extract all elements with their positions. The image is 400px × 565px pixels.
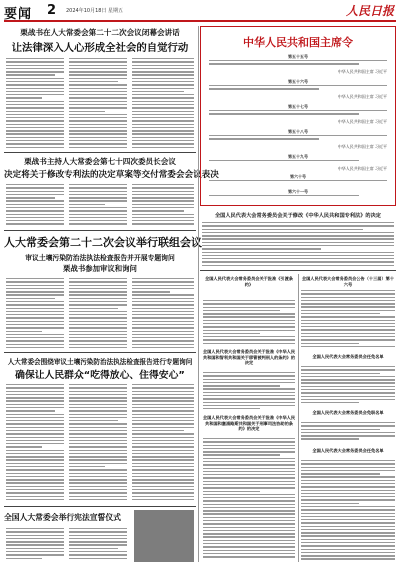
divider bbox=[4, 230, 196, 231]
story5-headline: 全国人大常委会举行宪法宣誓仪式 bbox=[4, 513, 121, 522]
story3-subhead-2: 栗战书参加审议和询问 bbox=[63, 264, 137, 273]
story1-body-col1 bbox=[6, 58, 64, 150]
masthead bbox=[4, 2, 396, 22]
presidential-order-box bbox=[200, 26, 396, 206]
order-signature: 中华人民共和国主席 习近平 bbox=[337, 119, 387, 124]
order-signature: 中华人民共和国主席 习近平 bbox=[337, 69, 387, 74]
newspaper-logo: 人民日报 bbox=[345, 4, 394, 18]
order-signature: 中华人民共和国主席 习近平 bbox=[337, 94, 387, 99]
notice-headline: 全国人民代表大会常务委员会关于批准《中华人民共和国和塞浦路斯共和国关于刑事司法协助的条约》的决定 bbox=[202, 415, 296, 432]
notice-headline: 全国人民代表大会常务委员会免职名单 bbox=[312, 410, 384, 415]
divider bbox=[4, 506, 196, 507]
order-text bbox=[209, 195, 387, 201]
order-number: 第五十九号 bbox=[288, 154, 308, 159]
order-signature: 中华人民共和国主席 习近平 bbox=[337, 144, 387, 149]
subcolumn-divider bbox=[298, 274, 299, 562]
story3-subhead: 审议土壤污染防治法执法检查报告并开展专题询问 bbox=[25, 254, 175, 262]
order-number: 第六十一号 bbox=[288, 189, 308, 194]
story1-headline: 让法律深入人心形成全社会的自觉行动 bbox=[11, 42, 189, 54]
story1-body-col3 bbox=[132, 58, 194, 150]
decision-headline: 全国人民代表大会常务委员会关于修改《中华人民共和国专利法》的决定 bbox=[214, 213, 381, 219]
order-text bbox=[209, 60, 387, 69]
notice-text bbox=[301, 422, 395, 444]
story2-body-col2 bbox=[69, 184, 127, 228]
notice-headline: 全国人民代表大会常务委员会关于批准《引渡条约》 bbox=[205, 276, 293, 287]
notice-text bbox=[203, 438, 295, 562]
story2-body-col3 bbox=[132, 184, 194, 228]
order-text bbox=[209, 135, 387, 144]
story4-body-col2 bbox=[69, 384, 127, 504]
story1-body-col2 bbox=[69, 58, 127, 150]
notice-headline: 全国人民代表大会常务委员会公告（十三届）第十六号 bbox=[301, 276, 395, 287]
decision-text bbox=[202, 222, 394, 268]
order-number: 第五十七号 bbox=[288, 104, 308, 109]
order-text bbox=[209, 180, 387, 186]
divider bbox=[4, 152, 196, 153]
notice-text bbox=[203, 300, 295, 346]
divider bbox=[200, 270, 396, 271]
order-text bbox=[209, 85, 387, 94]
notice-text bbox=[301, 290, 395, 350]
order-number: 第六十号 bbox=[290, 174, 306, 179]
order-box-title: 中华人民共和国主席令 bbox=[243, 36, 353, 49]
order-number: 第五十八号 bbox=[288, 129, 308, 134]
story3-body-col3 bbox=[132, 278, 194, 350]
notice-text bbox=[301, 366, 395, 406]
story3-body-col1 bbox=[6, 278, 64, 350]
story4-headline: 确保让人民群众“吃得放心、住得安心” bbox=[15, 370, 185, 381]
story4-kicker: 人大常委会围绕审议土壤污染防治法执法检查报告进行专题询问 bbox=[7, 358, 193, 366]
story2-kicker: 栗战书主持人大常委会第七十四次委员长会议 bbox=[24, 157, 176, 166]
page-number: 2 bbox=[47, 3, 57, 18]
story3-headline: 人大常委会第二十二次会议举行联组会议 bbox=[4, 236, 202, 249]
story5-body-col1 bbox=[6, 528, 64, 562]
notice-headline: 全国人民代表大会常务委员会关于批准《中华人民共和国和智利共和国关于移管被判刑人的条约》的决定 bbox=[202, 349, 296, 366]
divider bbox=[4, 352, 196, 353]
column-divider bbox=[198, 26, 199, 562]
page-date: 2024年10月18日 星期五 bbox=[66, 8, 124, 14]
story4-body-col1 bbox=[6, 384, 64, 504]
story2-body-col1 bbox=[6, 184, 64, 228]
story5-body-col2 bbox=[69, 528, 127, 562]
notice-headline: 全国人民代表大会常务委员会任免名单 bbox=[312, 448, 384, 453]
notice-text bbox=[203, 372, 295, 412]
section-name: 要闻 bbox=[4, 7, 33, 22]
story1-kicker: 栗战书在人大常委会第二十二次会议闭幕会讲话 bbox=[20, 28, 180, 37]
notice-text bbox=[301, 460, 395, 562]
story2-headline: 决定将关于修改专利法的决定草案等交付常委会会议表决 bbox=[4, 170, 219, 180]
notice-headline: 全国人民代表大会常务委员会任免名单 bbox=[312, 354, 384, 359]
news-photo bbox=[134, 510, 194, 562]
order-signature: 中华人民共和国主席 习近平 bbox=[337, 166, 387, 171]
order-number: 第五十五号 bbox=[288, 54, 308, 59]
story4-body-col3 bbox=[132, 384, 194, 504]
order-text bbox=[209, 110, 387, 119]
story3-body-col2 bbox=[69, 278, 127, 350]
order-number: 第五十六号 bbox=[288, 79, 308, 84]
